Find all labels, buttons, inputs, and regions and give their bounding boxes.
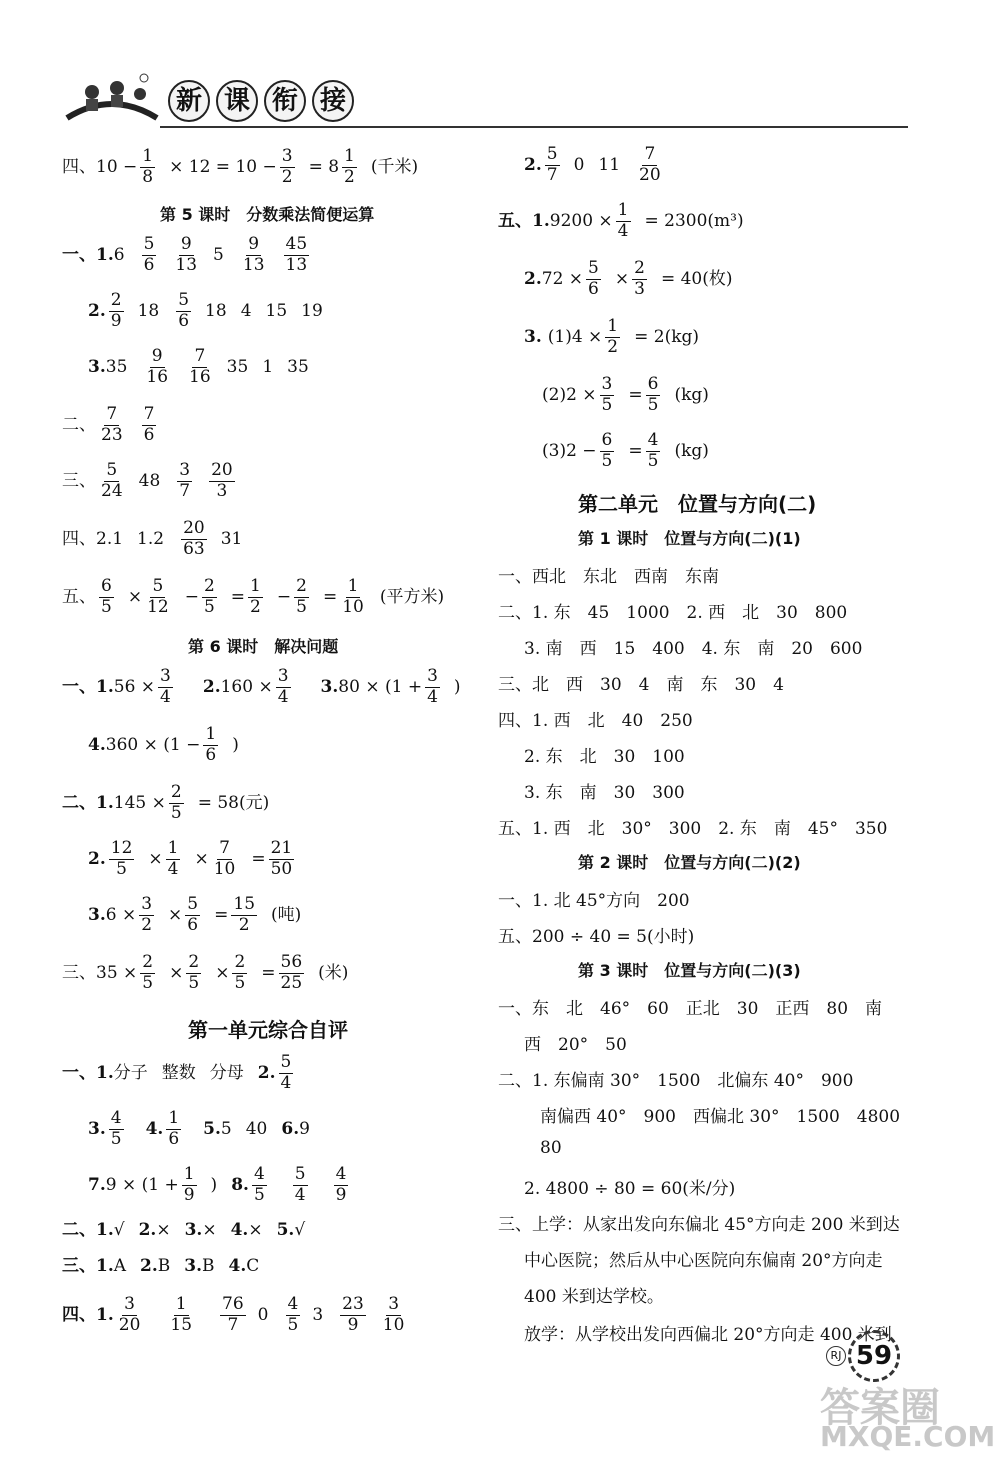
operator: = xyxy=(322,586,338,607)
question-label: 五、1. xyxy=(498,210,550,231)
answer: = 2(kg) xyxy=(634,326,700,347)
answer-line: 一、东 北 46° 60 正北 30 正西 80 南 xyxy=(498,999,883,1019)
fraction: $\frac{4}{5}$ xyxy=(647,430,659,471)
fraction: $\frac{20}{3}$ xyxy=(211,460,233,501)
question-label: 3. xyxy=(184,1220,203,1240)
answer: 72 × xyxy=(541,268,584,289)
answer: 35 × xyxy=(96,962,138,983)
fraction: $\frac{4}{5}$ xyxy=(287,1294,299,1335)
answer-line xyxy=(62,578,444,617)
header-char: 接 xyxy=(312,80,354,122)
answer-line xyxy=(88,726,239,765)
operator: × xyxy=(168,904,183,925)
fraction: $\frac{5}{24}$ xyxy=(101,460,123,501)
answer: (3)2 − xyxy=(542,440,597,461)
fraction: $\frac{76}{7}$ xyxy=(222,1294,244,1335)
question-label: 五、 xyxy=(62,586,96,607)
answer-line: 三、上学：从家出发向东偏北 45°方向走 200 米到达 xyxy=(498,1215,900,1235)
text: ) xyxy=(453,676,461,697)
operator: = xyxy=(214,904,229,925)
answer: 1.2 xyxy=(137,528,165,549)
question-label: 三、1. xyxy=(62,1256,114,1276)
answer: 18 xyxy=(205,300,227,321)
unit-title: 第一单元综合自评 xyxy=(188,1018,348,1042)
fraction: $\frac{3}{10}$ xyxy=(382,1294,405,1335)
unit: (平方米) xyxy=(379,586,445,607)
answer: 0 xyxy=(257,1304,269,1325)
fraction: $\frac{7}{16}$ xyxy=(189,346,211,387)
question-label: 一、1. xyxy=(62,1062,114,1083)
lesson-title: 第 5 课时 分数乘法简便运算 xyxy=(160,205,375,224)
answer-line: 五、1. 西 北 30° 300 2. 东 南 45° 350 xyxy=(498,819,888,839)
answer: 9 xyxy=(299,1118,310,1139)
fraction: $\frac{6}{5}$ xyxy=(647,374,659,415)
fraction: $\frac{3}{7}$ xyxy=(179,460,191,501)
fraction: $\frac{3}{2}$ xyxy=(281,146,293,187)
fraction: $\frac{1}{9}$ xyxy=(183,1164,195,1205)
fraction: $\frac{5}{6}$ xyxy=(187,894,199,935)
fraction: $\frac{3}{4}$ xyxy=(277,666,289,707)
fraction: $\frac{4}{9}$ xyxy=(335,1164,347,1205)
answer-line xyxy=(542,432,709,471)
question-label: 4. xyxy=(228,1256,247,1276)
answer: 80 × (1 + xyxy=(338,676,423,697)
fraction: $\frac{3}{2}$ xyxy=(141,894,153,935)
answer: √ xyxy=(113,1220,125,1240)
unit: (米) xyxy=(318,962,349,983)
question-label: 一、1. xyxy=(62,244,114,265)
operator: × xyxy=(148,848,163,869)
fraction: $\frac{23}{9}$ xyxy=(342,1294,364,1335)
answer: B xyxy=(157,1256,171,1276)
fraction: $\frac{3}{5}$ xyxy=(601,374,613,415)
operator: = xyxy=(230,586,246,607)
fraction: $\frac{7}{6}$ xyxy=(143,404,155,445)
fraction: $\frac{5}{12}$ xyxy=(147,576,169,617)
answer: √ xyxy=(294,1220,306,1240)
question-label: 3. xyxy=(88,1118,106,1139)
fraction: $\frac{4}{5}$ xyxy=(253,1164,265,1205)
answer-line xyxy=(62,1296,420,1335)
answer: 分母 xyxy=(209,1062,244,1083)
answer: 1 xyxy=(262,356,274,377)
question-label: 4. xyxy=(88,734,106,755)
answer: 9 × (1 + xyxy=(105,1174,179,1195)
operator: × xyxy=(215,962,230,983)
answer-line: 西 20° 50 xyxy=(524,1035,627,1055)
fraction: $\frac{9}{16}$ xyxy=(146,346,169,387)
fraction: $\frac{56}{25}$ xyxy=(280,952,303,993)
answer-line: 3. 南 西 15 400 4. 东 南 20 600 xyxy=(524,639,863,659)
answer: 40 xyxy=(245,1118,268,1139)
answer-line xyxy=(62,1222,319,1239)
answer-line: 南偏西 40° 900 西偏北 30° 1500 4800 xyxy=(540,1107,901,1127)
answer-line xyxy=(88,1110,324,1149)
question-label: 3. xyxy=(320,676,339,697)
answer: 15 xyxy=(265,300,288,321)
answer: = 40(枚) xyxy=(660,268,733,289)
answer-line xyxy=(524,318,699,357)
watermark-url: MXQE.COM xyxy=(820,1420,996,1453)
lesson-title: 第 6 课时 解决问题 xyxy=(188,637,339,656)
text: × 12 = 10 − xyxy=(169,156,277,177)
question-label: 3. xyxy=(88,356,106,377)
answer-line: 3. 东 南 30 300 xyxy=(524,783,685,803)
question-label: 2. xyxy=(88,300,106,321)
fraction: $\frac{2}{5}$ xyxy=(203,576,215,617)
lesson-title: 第 1 课时 位置与方向(二)(1) xyxy=(578,529,801,548)
answer: 0 xyxy=(573,154,585,175)
text: 四、10 − xyxy=(62,156,138,177)
answer: 整数 xyxy=(161,1062,196,1083)
answer-line xyxy=(524,146,677,185)
question-label: 3. xyxy=(524,326,542,347)
fraction: $\frac{5}{4}$ xyxy=(280,1052,292,1093)
header-char: 新 xyxy=(168,80,210,122)
answer: 11 xyxy=(598,154,621,175)
text: = 8 xyxy=(308,156,340,177)
fraction: $\frac{9}{13}$ xyxy=(242,234,265,275)
answer: 19 xyxy=(301,300,323,321)
fraction: $\frac{6}{5}$ xyxy=(101,576,112,617)
question-label: 二、 xyxy=(62,414,96,435)
fraction: $\frac{1}{8}$ xyxy=(142,146,154,187)
question-label: 4. xyxy=(230,1220,249,1240)
operator: = xyxy=(251,848,266,869)
fraction: $\frac{1}{6}$ xyxy=(168,1108,180,1149)
answer: 160 × xyxy=(220,676,273,697)
question-label: 2. xyxy=(524,154,542,175)
answer-line: 三、北 西 30 4 南 东 30 4 xyxy=(498,675,784,695)
answer: = 2300(m³) xyxy=(644,210,744,231)
question-label: 5. xyxy=(276,1220,295,1240)
answer-line: 一、1. 北 45°方向 200 xyxy=(498,891,690,911)
answer-line xyxy=(62,784,269,823)
answer-line xyxy=(524,260,732,299)
fraction: $\frac{3}{20}$ xyxy=(118,1294,141,1335)
fraction: $\frac{12}{5}$ xyxy=(110,838,133,879)
answer: 56 × xyxy=(113,676,156,697)
answer: 48 xyxy=(138,470,161,491)
answer: (1)4 × xyxy=(547,326,603,347)
question-label: 三、 xyxy=(62,962,96,983)
fraction: $\frac{2}{9}$ xyxy=(110,290,122,331)
answer: B xyxy=(202,1256,215,1276)
answer-line xyxy=(62,1258,273,1275)
fraction: $\frac{5}{7}$ xyxy=(546,144,558,185)
question-label: 2. xyxy=(140,1256,158,1276)
answer-line xyxy=(88,896,301,935)
fraction: $\frac{5}{6}$ xyxy=(178,290,190,331)
answer: 分子 xyxy=(113,1062,148,1083)
question-label: 2. xyxy=(138,1220,157,1240)
question-label: 3. xyxy=(88,904,106,925)
fraction: $\frac{3}{4}$ xyxy=(160,666,171,707)
fraction: $\frac{6}{5}$ xyxy=(601,430,613,471)
fraction: $\frac{2}{5}$ xyxy=(142,952,154,993)
unit: (kg) xyxy=(674,440,709,461)
operator: − xyxy=(276,586,292,607)
answer-line: 一、西北 东北 西南 东南 xyxy=(498,567,719,587)
text: (千米) xyxy=(370,156,419,177)
answer: 9200 × xyxy=(549,210,613,231)
fraction: $\frac{15}{2}$ xyxy=(233,894,256,935)
text: ) xyxy=(232,734,239,755)
fraction: $\frac{1}{4}$ xyxy=(167,838,179,879)
question-label: 一、1. xyxy=(62,676,114,697)
operator: × xyxy=(127,586,143,607)
question-label: 二、1. xyxy=(62,792,114,813)
answer-line: 80 xyxy=(540,1138,562,1158)
answer-line: 2. 东 北 30 100 xyxy=(524,747,685,767)
question-label: 3. xyxy=(184,1256,203,1276)
answer-line xyxy=(62,668,461,707)
fraction: $\frac{2}{3}$ xyxy=(634,258,645,299)
fraction: $\frac{45}{13}$ xyxy=(285,234,308,275)
question-label: 三、 xyxy=(62,470,96,491)
answer: 6 xyxy=(113,244,125,265)
answer-line xyxy=(498,202,744,241)
answer: 4 xyxy=(240,300,252,321)
fraction: $\frac{4}{5}$ xyxy=(110,1108,122,1149)
answer: × xyxy=(248,1220,263,1240)
fraction: $\frac{7}{23}$ xyxy=(101,404,123,445)
answer-line xyxy=(62,406,170,445)
fraction: $\frac{1}{15}$ xyxy=(170,1294,193,1335)
header-title xyxy=(168,80,354,122)
fraction: $\frac{9}{13}$ xyxy=(175,234,198,275)
answer: 5 xyxy=(220,1118,232,1139)
question-label: 8. xyxy=(231,1174,249,1195)
operator: − xyxy=(184,586,199,607)
answer-line xyxy=(62,148,418,187)
answer-line: 400 米到达学校。 xyxy=(524,1287,664,1307)
answer: × xyxy=(202,1220,217,1240)
fraction: $\frac{20}{63}$ xyxy=(183,518,205,559)
answer-line: 2. 4800 ÷ 80 = 60(米/分) xyxy=(524,1179,736,1199)
unit: (吨) xyxy=(271,904,302,925)
answer-line xyxy=(88,1166,362,1205)
answer-line xyxy=(542,376,709,415)
answer: = 58(元) xyxy=(197,792,270,813)
fraction: $\frac{5}{6}$ xyxy=(143,234,155,275)
fraction: $\frac{2}{5}$ xyxy=(170,782,182,823)
children-logo-icon xyxy=(62,70,162,130)
answer: 31 xyxy=(220,528,243,549)
fraction: $\frac{2}{5}$ xyxy=(296,576,307,617)
lesson-title: 第 3 课时 位置与方向(二)(3) xyxy=(578,961,801,980)
fraction: $\frac{2}{5}$ xyxy=(234,952,246,993)
fraction: $\frac{5}{6}$ xyxy=(588,258,599,299)
operator: = xyxy=(261,962,276,983)
header-rule xyxy=(160,126,908,128)
unit-title: 第二单元 位置与方向(二) xyxy=(578,492,817,516)
fraction: $\frac{1}{2}$ xyxy=(607,316,619,357)
answer-line: 二、1. 东 45 1000 2. 西 北 30 800 xyxy=(498,603,848,623)
answer: 35 xyxy=(105,356,128,377)
answer: 360 × (1 − xyxy=(105,734,201,755)
fraction: $\frac{1}{2}$ xyxy=(250,576,261,617)
answer-line xyxy=(62,236,323,275)
answer-line xyxy=(88,840,308,879)
question-label: 2. xyxy=(88,848,106,869)
answer: 3 xyxy=(312,1304,324,1325)
operator: × xyxy=(194,848,209,869)
answer: (2)2 × xyxy=(542,384,597,405)
answer-line: 二、1. 东偏南 30° 1500 北偏东 40° 900 xyxy=(498,1071,854,1091)
question-label: 二、1. xyxy=(62,1220,114,1240)
lesson-title: 第 2 课时 位置与方向(二)(2) xyxy=(578,853,801,872)
page-number: 59 xyxy=(848,1330,900,1382)
question-label: 4. xyxy=(145,1118,164,1139)
operator: × xyxy=(169,962,184,983)
operator: = xyxy=(628,440,643,461)
question-label: 四、1. xyxy=(62,1304,114,1325)
answer-line xyxy=(62,1054,307,1093)
operator: = xyxy=(628,384,643,405)
watermark-logo: 答案圈 xyxy=(820,1385,940,1431)
answer-line: 四、1. 西 北 40 250 xyxy=(498,711,693,731)
edition-badge: RJ xyxy=(826,1346,846,1366)
fraction: $\frac{1}{6}$ xyxy=(205,724,217,765)
answer: A xyxy=(113,1256,127,1276)
answer-line xyxy=(62,954,348,993)
question-label: 6. xyxy=(281,1118,300,1139)
text: ) xyxy=(210,1174,218,1195)
question-label: 7. xyxy=(88,1174,106,1195)
question-label: 5. xyxy=(203,1118,221,1139)
header-char: 衔 xyxy=(264,80,306,122)
question-label: 2. xyxy=(524,268,542,289)
answer: C xyxy=(246,1256,260,1276)
unit: (kg) xyxy=(674,384,709,405)
fraction: $\frac{2}{5}$ xyxy=(188,952,200,993)
answer-line xyxy=(88,348,323,387)
answer: 35 xyxy=(287,356,309,377)
fraction: $\frac{7}{20}$ xyxy=(639,144,661,185)
header-char: 课 xyxy=(216,80,258,122)
answer: 18 xyxy=(137,300,160,321)
fraction: $\frac{1}{10}$ xyxy=(342,576,364,617)
answer-line xyxy=(62,520,256,559)
header-logo xyxy=(62,70,162,130)
answer: 6 × xyxy=(105,904,137,925)
question-label: 2. xyxy=(202,676,221,697)
answer: 35 xyxy=(226,356,249,377)
answer-line: 放学：从学校出发向西偏北 20°方向走 400 米到 xyxy=(524,1325,892,1345)
fraction: $\frac{21}{50}$ xyxy=(270,838,293,879)
answer: 145 × xyxy=(113,792,166,813)
fraction: $\frac{7}{10}$ xyxy=(213,838,236,879)
answer-line: 中心医院；然后从中心医院向东偏南 20°方向走 xyxy=(524,1251,883,1271)
answer-line xyxy=(62,462,249,501)
operator: × xyxy=(614,268,630,289)
answer-line: 五、200 ÷ 40 = 5(小时) xyxy=(498,927,695,947)
fraction: $\frac{3}{4}$ xyxy=(427,666,438,707)
fraction: $\frac{5}{4}$ xyxy=(294,1164,306,1205)
answer: × xyxy=(156,1220,171,1240)
answer-line xyxy=(88,292,337,331)
question-label: 四、2.1 xyxy=(62,528,124,549)
fraction: $\frac{1}{4}$ xyxy=(617,200,629,241)
fraction: $\frac{1}{2}$ xyxy=(344,146,355,187)
question-label: 2. xyxy=(257,1062,276,1083)
answer: 5 xyxy=(213,244,224,265)
